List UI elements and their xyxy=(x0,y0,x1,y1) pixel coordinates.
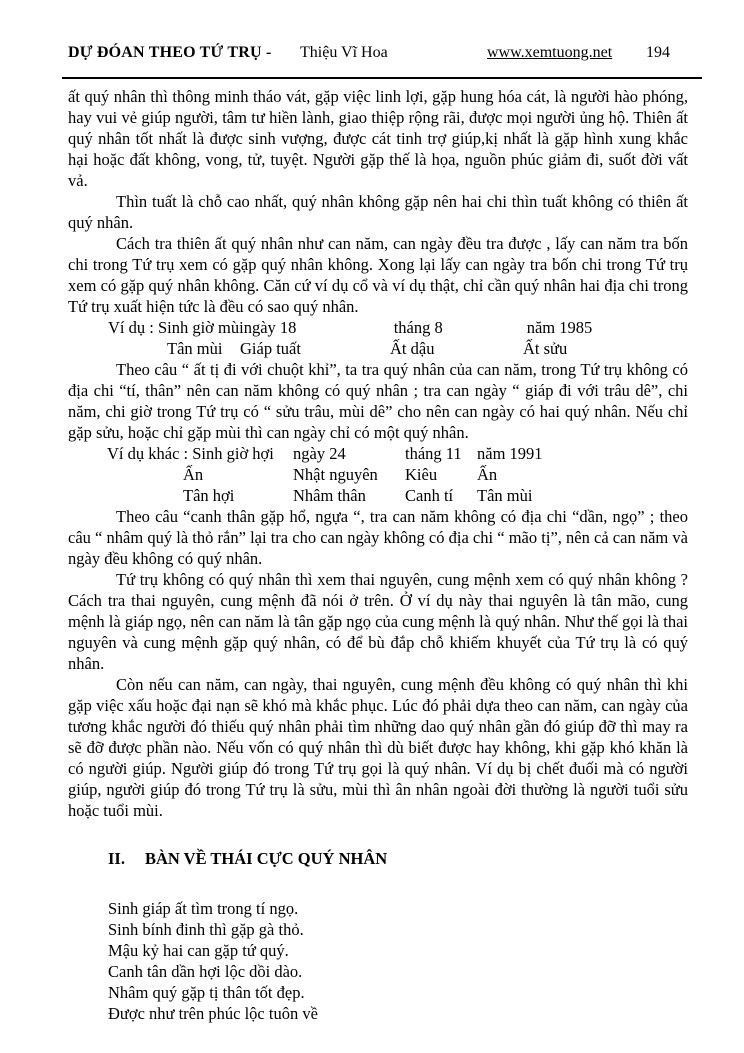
header-divider xyxy=(62,77,702,79)
example-cell: năm 1991 xyxy=(477,444,543,463)
example-cell: tháng 8 xyxy=(393,318,443,337)
paragraph: Theo câu “ ất tị đi với chuột khỉ”, ta tra quý nhân của can năm, trong Tứ trụ không có địa chi “tí, thân” nên can năm không có quý nhân ; tra can ngày “ giáp đi với trâu dê”, chi năm, chi giờ trong Tứ trụ có “ sửu trâu, mùi dê” cho nên can ngày có hai quý nhân. Nếu chỉ gặp sửu, hoặc chỉ gặp mùi thì can ngày chỉ có một quý nhân. xyxy=(68,360,688,442)
page-number: 194 xyxy=(646,44,670,61)
poem-line: Được như trên phúc lộc tuôn về xyxy=(108,1004,318,1023)
section-heading xyxy=(108,848,688,869)
example-cell: Canh tí xyxy=(405,486,454,505)
example-cell: Tân mùi xyxy=(167,339,223,358)
poem-line: Sinh giáp ất tìm trong tí ngọ. xyxy=(108,899,299,918)
paragraph: Cách tra thiên ất quý nhân như can năm, can ngày đều tra được , lấy can năm tra bốn chi trong Tứ trụ xem có gặp quý nhân không. Xong lại lấy can ngày tra bốn chi trong Tứ trụ xem có gặp quý nhân không. Căn cứ ví dụ cổ và ví dụ thật, chỉ cần quý nhân hai địa chi trong Tứ trụ xuất hiện tức là đều có sao quý nhân. xyxy=(68,234,688,316)
paragraph: Còn nếu can năm, can ngày, thai nguyên, cung mệnh đều không có quý nhân thì khi gặp việc xấu hoặc đại nạn sẽ khó mà khắc phục. Lúc đó phải dựa theo can năm, can ngày của tương khắc người đó thiếu quý nhân phải tìm những dao quý nhân gần đó giúp đỡ thì may ra sẽ đỡ được phần nào. Nếu vốn có quý nhân thì dù biết được hay không, khi gặp khó khăn là có người giúp. Người giúp đó trong Tứ trụ gọi là quý nhân. Ví dụ bị chết đuối mà có người giúp, người giúp đó trong Tứ trụ là sửu, mùi thì ân nhân ngoài đời thường là người tuổi sửu hoặc tuổi mùi. xyxy=(68,675,688,820)
section-numeral: II. xyxy=(108,849,125,868)
example-cell: Tân hợi xyxy=(183,486,235,505)
book-title: DỰ ĐÓAN THEO TỨ TRỤ - xyxy=(68,44,272,61)
example-row xyxy=(68,464,688,485)
example-row xyxy=(68,443,688,464)
paragraph: Tứ trụ không có quý nhân thì xem thai nguyên, cung mệnh xem có quý nhân không ? Cách tra thai nguyên, cung mệnh đã nói ở trên. Ở ví dụ này thai nguyên là tân mão, cung mệnh là giáp ngọ, nên can năm là tân gặp ngọ của cung mệnh là quý nhân. Như thế gọi là thai nguyên và cung mệnh gặp quý nhân, có để bù đắp chỗ khiếm khuyết của Tứ trụ là có quý nhân. xyxy=(68,570,688,673)
poem-line: Nhâm quý gặp tị thân tốt đẹp. xyxy=(108,983,305,1002)
page-body xyxy=(68,86,688,1024)
example-row xyxy=(68,485,688,506)
example-cell: Ví dụ khác : Sinh giờ hợi xyxy=(107,444,274,463)
paragraph: Thìn tuất là chỗ cao nhất, quý nhân không gặp nên hai chi thìn tuất không có thiên ất quý nhân. xyxy=(68,192,688,232)
example-chart-2 xyxy=(68,443,688,506)
example-cell: Ất dậu xyxy=(390,339,435,358)
example-cell: Nhật nguyên xyxy=(293,465,378,484)
example-cell: ngày 24 xyxy=(293,444,346,463)
poem-line: Canh tân dần hợi lộc dồi dào. xyxy=(108,962,303,981)
example-cell: Ấn xyxy=(477,465,498,484)
example-row xyxy=(68,338,688,359)
paragraph: ất quý nhân thì thông minh tháo vát, gặp việc linh lợi, gặp hung hóa cát, là người hào phóng, hay vui vẻ giúp người, tâm tư hiền lành, giao thiệp rộng rãi, được mọi người ủng hộ. Thiên ất quý nhân tốt nhất là được sinh vượng, được cát tinh trợ giúp,kị nhất là gặp hình xung khắc hại hoặc đất không, vong, tử, tuyệt. Người gặp thế là họa, nguồn phúc giảm đi, suốt đời vất vả. xyxy=(68,87,688,190)
poem-block xyxy=(108,898,688,1024)
example-chart-1 xyxy=(68,317,688,359)
author-name: Thiệu Vĩ Hoa xyxy=(300,44,388,61)
example-cell: tháng 11 xyxy=(405,444,462,463)
poem-line: Sinh bính đinh thì gặp gà thỏ. xyxy=(108,920,304,939)
page-header xyxy=(68,44,700,66)
section-title: BÀN VỀ THÁI CỰC QUÝ NHÂN xyxy=(145,849,388,868)
poem-line: Mậu kỷ hai can gặp tứ quý. xyxy=(108,941,289,960)
example-cell: Giáp tuất xyxy=(240,339,301,358)
example-cell: Ví dụ : Sinh giờ mùi xyxy=(108,318,244,337)
example-cell: Ấn xyxy=(183,465,204,484)
example-cell: năm 1985 xyxy=(526,318,593,337)
paragraph: Theo câu “canh thân gặp hổ, ngựa “, tra can năm không có địa chi “dần, ngọ” ; theo câu “ nhâm quý là thỏ rắn” lại tra cho can ngày không có địa chi “ mão tị”, nên cả can năm và ngày đều không có quý nhân. xyxy=(68,507,688,568)
example-row xyxy=(68,317,688,338)
example-cell: ngày 18 xyxy=(243,318,297,337)
example-cell: Kiêu xyxy=(405,465,438,484)
example-cell: Tân mùi xyxy=(477,486,533,505)
example-cell: Ất sửu xyxy=(523,339,568,358)
example-cell: Nhâm thân xyxy=(293,486,366,505)
website-link[interactable]: www.xemtuong.net xyxy=(487,44,613,61)
